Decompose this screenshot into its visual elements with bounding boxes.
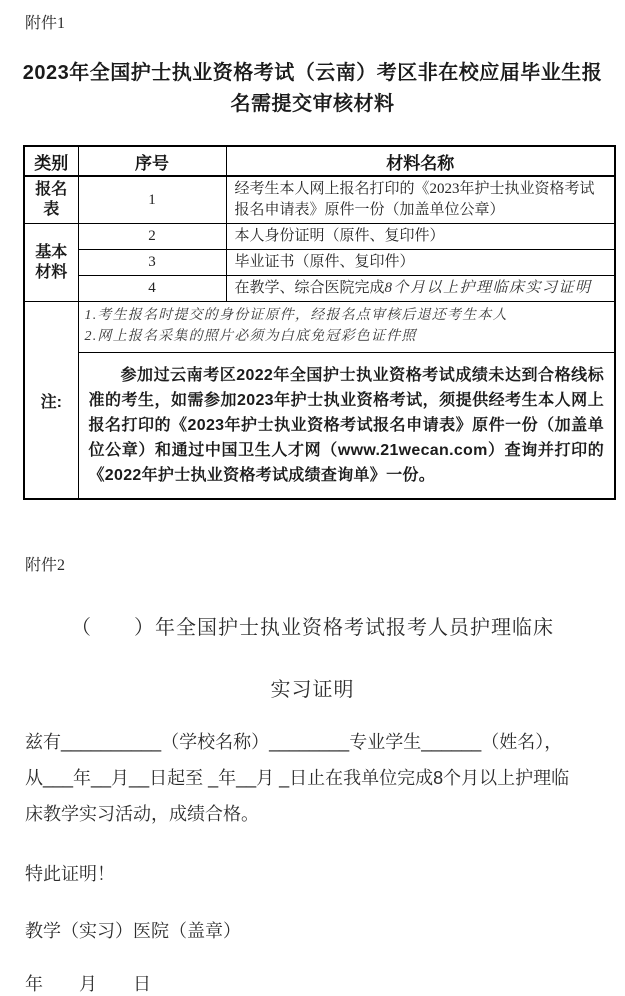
- document-page: [0, 10, 625, 994]
- row2-no: 2: [78, 224, 226, 250]
- table-header-row: [24, 146, 615, 176]
- header-material: 材料名称: [226, 146, 615, 176]
- closing-statement: 特此证明！: [25, 864, 115, 884]
- table-row-emphasis: [24, 353, 615, 500]
- category-basic-materials: 基本材料: [24, 224, 78, 302]
- header-no: 序号: [78, 146, 226, 176]
- hospital-seal-line: 教学（实习）医院（盖章）: [25, 921, 241, 941]
- attachment2-label: 附件2: [25, 557, 66, 574]
- table-row: [24, 250, 615, 276]
- attachment1-label: 附件1: [25, 15, 66, 32]
- certificate-body-line3: 床教学实习活动，成绩合格。: [25, 804, 259, 824]
- certificate-title-line2: 实习证明: [270, 679, 355, 701]
- row3-material: 毕业证书（原件、复印件）: [226, 250, 615, 276]
- certificate-body-line2: 从___年__月__日起至 _年__月 _日止在我单位完成8个月以上护理临: [25, 768, 570, 788]
- note-emphasis: 参加过云南考区2022年全国护士执业资格考试成绩未达到合格线标准的考生，如需参加2023年护士执业资格考试，须提供经考生本人网上报名打印的《2023年护士执业资格考试报名申请表》原件一份（加盖单位公章）和通过中国卫生人才网（www.21wecan.com）查询并打印的《2022年护士执业资格考试成绩查询单》一份。: [88, 367, 604, 484]
- row2-material: 本人身份证明（原件、复印件）: [226, 224, 615, 250]
- note-label: 注:: [24, 302, 78, 500]
- row4-material-kai: 8个月以上护理临床实习证明: [384, 280, 592, 296]
- table-row: [24, 276, 615, 302]
- certificate-title-line1: （ ）年全国护士执业资格考试报考人员护理临床: [71, 617, 554, 639]
- note-item-2: 2.网上报名采集的照片必须为白底免冠彩色证件照: [84, 329, 417, 344]
- certificate-body-line1: 兹有__________（学校名称）________专业学生______（姓名），: [25, 732, 563, 752]
- emphasis-cell: [78, 353, 615, 500]
- row1-no: 1: [78, 176, 226, 224]
- row3-no: 3: [78, 250, 226, 276]
- table-row: [24, 224, 615, 250]
- row4-no: 4: [78, 276, 226, 302]
- date-line: 年 月 日: [25, 974, 151, 994]
- certificate-body: [25, 724, 600, 832]
- note-item-1: 1.考生报名时提交的身份证原件，经报名点审核后退还考生本人: [84, 308, 508, 323]
- notes-cell: [78, 302, 615, 353]
- materials-table: [23, 145, 616, 500]
- doc1-title: 2023年全国护士执业资格考试（云南）考区非在校应届毕业生报名需提交审核材料: [22, 62, 603, 115]
- category-application-form: 报名表: [24, 176, 78, 224]
- row1-material: 经考生本人网上报名打印的《2023年护士执业资格考试报名申请表》原件一份（加盖单位公章）: [226, 176, 615, 224]
- row4-material: [226, 276, 615, 302]
- header-category: 类别: [24, 146, 78, 176]
- table-row-notes: [24, 302, 615, 353]
- row4-material-normal: 在教学、综合医院完成: [234, 280, 385, 296]
- table-row: [24, 176, 615, 224]
